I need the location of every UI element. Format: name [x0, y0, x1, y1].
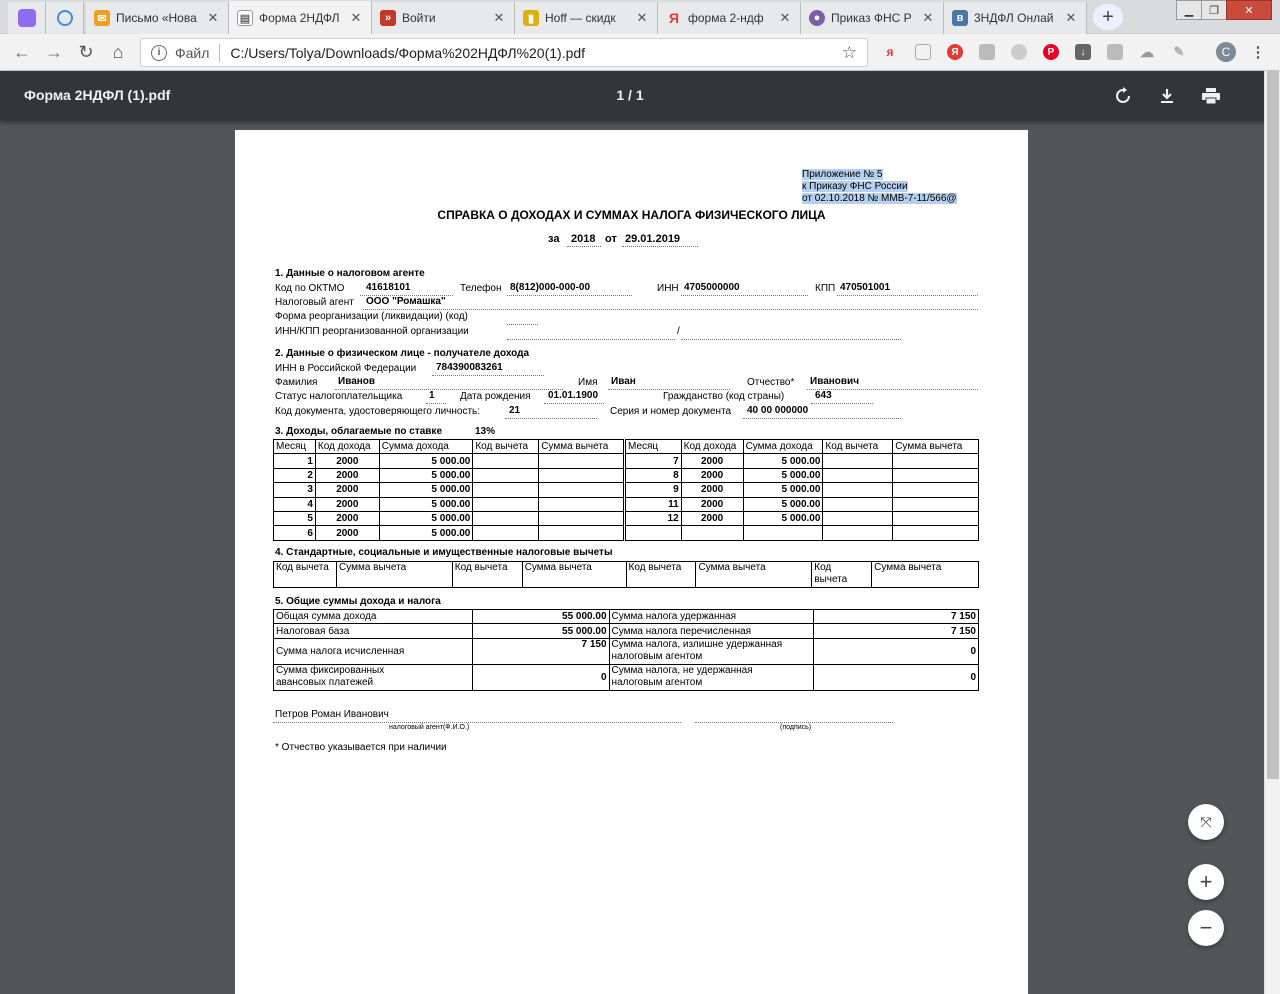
deduction-amount-cell	[539, 483, 624, 497]
month-cell: 8	[626, 468, 682, 482]
slash: /	[677, 326, 680, 337]
report-date: 29.01.2019	[625, 233, 681, 245]
header-income-amount: Сумма дохода	[743, 440, 823, 454]
deduction-code-cell	[823, 511, 893, 525]
dotted-line	[544, 403, 604, 404]
signature-caption: (подпись)	[780, 724, 812, 731]
deduction-amount-cell	[539, 468, 624, 482]
deduction-code-header: Код вычета	[274, 562, 337, 588]
deduction-code-cell	[473, 483, 539, 497]
tab-3ndfl[interactable]	[944, 2, 1087, 34]
income-code-cell: 2000	[315, 526, 379, 540]
appendix-line: Приложение № 5	[802, 169, 883, 180]
bag-icon[interactable]	[979, 44, 995, 60]
income-amount-cell	[743, 526, 823, 540]
table-row	[626, 468, 979, 482]
status-label: Статус налогоплательщика	[275, 391, 403, 402]
star-icon[interactable]: ☆	[841, 43, 857, 62]
tab-pdf-active[interactable]	[229, 1, 372, 35]
header-income-code: Код дохода	[315, 440, 379, 454]
kpp-value: 470501001	[840, 282, 891, 293]
za-label: за	[548, 233, 560, 245]
deduction-amount-cell	[539, 497, 624, 511]
arrow-left-icon: ←	[13, 41, 31, 62]
appendix-block	[802, 169, 957, 205]
not-withheld-label	[609, 664, 814, 690]
label-line: Сумма фиксированных	[276, 665, 385, 677]
signer-name: Петров Роман Иванович	[275, 709, 389, 720]
name-value: Иван	[611, 376, 636, 387]
pdf-page	[235, 130, 1028, 994]
tab-label: 3НДФЛ Онлай	[974, 11, 1054, 25]
transferred-label: Сумма налога перечисленная	[609, 624, 814, 638]
dotted-line	[507, 295, 632, 296]
agent-label: Налоговый агент	[275, 297, 354, 308]
month-cell: 4	[274, 497, 316, 511]
excess-value: 0	[814, 638, 979, 664]
yandex-extension-icon[interactable]: я	[886, 45, 894, 59]
birth-value: 01.01.1900	[548, 390, 599, 401]
table-row	[626, 526, 979, 540]
dotted-line	[695, 722, 893, 723]
citizenship-value: 643	[815, 390, 832, 401]
download-icon	[1158, 87, 1176, 105]
close-window-button[interactable]	[1226, 0, 1272, 20]
reload-button[interactable]	[74, 40, 98, 64]
calculated-label: Сумма налога исчисленная	[274, 638, 473, 664]
patronymic-value: Иванович	[810, 376, 860, 387]
patronymic-label: Отчество*	[747, 377, 795, 388]
income-amount-cell: 5 000.00	[379, 468, 473, 482]
deduction-amount-cell	[539, 454, 624, 468]
dotted-line	[608, 389, 730, 390]
dotted-line	[567, 246, 601, 247]
dotted-line	[507, 339, 675, 340]
dotted-line	[743, 418, 901, 419]
close-icon[interactable]: ✕	[1065, 10, 1077, 25]
citizenship-label: Гражданство (код страны)	[663, 391, 785, 402]
agent-value: ООО "Ромашка"	[366, 296, 446, 307]
extension-icon[interactable]	[1107, 44, 1123, 60]
rotate-button[interactable]	[1110, 83, 1136, 109]
income-amount-cell: 5 000.00	[379, 483, 473, 497]
deduction-amount-cell	[893, 454, 979, 468]
income-amount-cell: 5 000.00	[743, 497, 823, 511]
browser-toolbar	[0, 34, 1280, 71]
download-ext-icon[interactable]: ↓	[1075, 44, 1091, 60]
address-url[interactable]: C:/Users/Tolya/Downloads/Форма%202НДФЛ%20(1).pdf	[230, 44, 586, 61]
tab-strip	[0, 0, 1280, 34]
ot-label: от	[605, 233, 617, 245]
section-4-heading: 4. Стандартные, социальные и имущественные налоговые вычеты	[275, 547, 613, 558]
deduction-sum-header: Сумма вычета	[872, 562, 979, 588]
download-button[interactable]	[1154, 83, 1180, 109]
mail-icon: ✉	[94, 10, 110, 26]
income-amount-cell: 5 000.00	[379, 526, 473, 540]
income-amount-cell: 5 000.00	[743, 454, 823, 468]
income-code-cell: 2000	[315, 454, 379, 468]
deduction-code-cell	[823, 483, 893, 497]
month-cell: 12	[626, 511, 682, 525]
pdf-title: Форма 2НДФЛ (1).pdf	[24, 87, 171, 103]
surname-value: Иванов	[338, 376, 376, 387]
plus-icon: +	[1102, 5, 1114, 28]
rotate-icon	[1114, 87, 1132, 105]
month-cell: 11	[626, 497, 682, 511]
tab-label: Hoff — скидк	[545, 11, 616, 25]
footnote: * Отчество указывается при наличии	[275, 742, 447, 753]
fit-page-button[interactable]	[1188, 804, 1224, 840]
month-cell: 1	[274, 454, 316, 468]
close-icon[interactable]: ✕	[922, 10, 934, 25]
pinned-tab-search[interactable]	[46, 2, 84, 34]
deduction-code-cell	[473, 454, 539, 468]
deduction-code-cell	[473, 511, 539, 525]
tax-base-label: Налоговая база	[274, 624, 473, 638]
tab-prikaz[interactable]	[801, 2, 944, 34]
oktmo-value: 41618101	[366, 282, 411, 293]
income-amount-cell: 5 000.00	[743, 483, 823, 497]
close-icon[interactable]: ✕	[207, 10, 219, 25]
doc-number-value: 40 00 000000	[747, 405, 809, 416]
deduction-code-cell	[823, 497, 893, 511]
label-line: Сумма налога, излишне удержанная	[611, 639, 783, 651]
signer-caption: налоговый агент(Ф.И.О.)	[389, 724, 470, 731]
month-cell	[626, 526, 682, 540]
income-code-cell: 2000	[315, 483, 379, 497]
total-income-label: Общая сумма дохода	[274, 610, 473, 624]
deduction-code-header: Код вычета	[452, 562, 522, 588]
label-line: налоговым агентом	[611, 651, 703, 663]
home-button[interactable]	[106, 40, 130, 64]
oktmo-label: Код по ОКТМО	[275, 283, 345, 294]
kpp-label: КПП	[815, 283, 836, 294]
inn-value: 4705000000	[684, 282, 740, 293]
workspace-icon	[18, 9, 36, 27]
table-row	[274, 497, 624, 511]
inn-label: ИНН	[657, 283, 679, 294]
maximize-button[interactable]	[1201, 0, 1227, 20]
table-row	[274, 454, 624, 468]
surname-label: Фамилия	[275, 377, 318, 388]
header-income-amount: Сумма дохода	[379, 440, 473, 454]
dotted-line	[363, 309, 978, 310]
close-icon[interactable]: ✕	[636, 10, 648, 25]
withheld-value: 7 150	[814, 610, 979, 624]
new-tab-button[interactable]	[1093, 4, 1123, 30]
pinned-tab-workspace[interactable]	[8, 2, 46, 34]
name-label: Имя	[578, 377, 598, 388]
label-line: Сумма налога, не удержанная	[611, 665, 753, 677]
tab-mail[interactable]	[86, 2, 229, 34]
income-code-cell: 2000	[681, 454, 743, 468]
income-code-cell: 2000	[681, 468, 743, 482]
income-amount-cell: 5 000.00	[743, 468, 823, 482]
tab-label: Письмо «Нова	[116, 11, 197, 25]
fixed-payments-value: 0	[472, 664, 609, 690]
not-withheld-value: 0	[814, 664, 979, 690]
deduction-code-cell	[823, 454, 893, 468]
vk-icon: в	[952, 10, 968, 26]
table-row	[274, 468, 624, 482]
header-deduction-amount: Сумма вычета	[539, 440, 624, 454]
deduction-sum-header: Сумма вычета	[696, 562, 812, 588]
page-indicator: 1 / 1	[616, 87, 644, 103]
doc-code-label: Код документа, удостоверяющего личность:	[275, 406, 481, 417]
address-scheme: Файл	[175, 44, 210, 61]
income-table-left	[273, 439, 624, 541]
minimize-button[interactable]	[1176, 0, 1202, 20]
deduction-code-cell	[473, 497, 539, 511]
zoom-in-button[interactable]	[1188, 864, 1224, 900]
withheld-label: Сумма налога удержанная	[609, 610, 814, 624]
site-avatar-icon: ●	[809, 10, 825, 26]
dotted-line	[426, 403, 446, 404]
month-cell: 9	[626, 483, 682, 497]
table-row	[626, 483, 979, 497]
document-icon: ▤	[237, 10, 253, 26]
pinterest-icon[interactable]: P	[1043, 44, 1059, 60]
close-icon[interactable]: ✕	[779, 10, 791, 25]
address-bar[interactable]	[140, 38, 868, 67]
tab-label: Приказ ФНС Р	[831, 11, 912, 25]
table-row	[274, 511, 624, 525]
dotted-line	[507, 324, 538, 325]
section-3-heading: 3. Доходы, облагаемые по ставке	[275, 426, 443, 437]
fit-page-icon: ⤧	[1200, 813, 1212, 830]
income-amount-cell: 5 000.00	[379, 511, 473, 525]
table-row	[626, 497, 979, 511]
header-line: вычета	[814, 574, 848, 585]
menu-icon[interactable]: ⋮	[1250, 44, 1266, 61]
section-2-heading: 2. Данные о физическом лице - получателе дохода	[275, 348, 530, 359]
month-cell: 5	[274, 511, 316, 525]
income-code-cell: 2000	[315, 468, 379, 482]
report-year: 2018	[571, 233, 596, 245]
table-row	[274, 526, 624, 540]
table-row	[626, 511, 979, 525]
search-app-icon	[57, 10, 73, 26]
header-deduction-code: Код вычета	[823, 440, 893, 454]
fixed-payments-label	[274, 664, 473, 690]
deduction-amount-cell	[539, 511, 624, 525]
dotted-line	[432, 375, 544, 376]
deduction-amount-cell	[893, 497, 979, 511]
tax-rate: 13%	[475, 426, 496, 437]
dotted-line	[811, 403, 873, 404]
header-deduction-code: Код вычета	[473, 440, 539, 454]
total-income-value: 55 000.00	[472, 610, 609, 624]
minus-icon: −	[1199, 915, 1213, 940]
tab-yandex-search[interactable]	[658, 2, 801, 34]
dotted-line	[505, 418, 597, 419]
income-code-cell: 2000	[315, 497, 379, 511]
extension-icon[interactable]	[915, 44, 931, 60]
table-row	[274, 483, 624, 497]
vertical-scrollbar[interactable]	[1264, 71, 1280, 994]
scrollbar-thumb[interactable]	[1267, 71, 1279, 779]
section-5-heading: 5. Общие суммы дохода и налога	[275, 596, 441, 607]
income-amount-cell: 5 000.00	[379, 497, 473, 511]
dotted-line	[681, 295, 808, 296]
arrow-right-icon: →	[45, 41, 63, 62]
print-button[interactable]	[1198, 83, 1224, 109]
header-month: Месяц	[274, 440, 316, 454]
pdf-toolbar	[0, 71, 1280, 121]
deduction-code-cell	[473, 526, 539, 540]
home-icon: ⌂	[112, 41, 124, 62]
income-code-cell: 2000	[681, 483, 743, 497]
dotted-line	[681, 339, 901, 340]
deduction-amount-cell	[893, 483, 979, 497]
totals-table	[273, 609, 979, 691]
phone-label: Телефон	[460, 283, 502, 294]
income-code-cell: 2000	[315, 511, 379, 525]
calculated-value: 7 150	[472, 638, 609, 664]
lock-icon: ▮	[523, 10, 539, 26]
header-income-code: Код дохода	[681, 440, 743, 454]
yandex-icon: Я	[668, 10, 680, 26]
deductions-table	[273, 561, 979, 588]
reorg-inn-label: ИНН/КПП реорганизованной организации	[275, 326, 469, 337]
reorg-label: Форма реорганизации (ликвидации) (код)	[275, 311, 468, 322]
close-icon: ✕	[1244, 4, 1254, 17]
appendix-line: к Приказу ФНС России	[802, 181, 908, 192]
income-amount-cell: 5 000.00	[743, 511, 823, 525]
doc-code-value: 21	[509, 405, 521, 416]
tab-label: Войти	[402, 11, 436, 25]
print-icon	[1201, 87, 1221, 105]
dotted-line	[335, 389, 563, 390]
extension-icon[interactable]	[1011, 44, 1027, 60]
month-cell: 6	[274, 526, 316, 540]
birth-label: Дата рождения	[460, 391, 531, 402]
section-1-heading: 1. Данные о налоговом агенте	[275, 268, 425, 279]
appendix-line: от 02.10.2018 № ММВ-7-11/566@	[802, 193, 957, 204]
deduction-code-header: Код вычета	[626, 562, 696, 588]
deduction-amount-cell	[893, 511, 979, 525]
tab-label: форма 2-ндф	[688, 11, 764, 25]
dotted-line	[807, 389, 978, 390]
income-code-cell: 2000	[681, 511, 743, 525]
deduction-sum-header: Сумма вычета	[522, 562, 626, 588]
transferred-value: 7 150	[814, 624, 979, 638]
profile-avatar[interactable]: C	[1216, 42, 1236, 62]
restore-icon: ❐	[1209, 4, 1219, 17]
dotted-line	[837, 295, 978, 296]
label-line: налоговым агентом	[611, 677, 703, 689]
income-code-cell	[681, 526, 743, 540]
label-line: авансовых платежей	[276, 677, 374, 689]
person-inn-value: 784390083261	[436, 362, 503, 373]
zoom-out-button[interactable]	[1188, 910, 1224, 946]
dotted-line	[273, 722, 681, 723]
header-month: Месяц	[626, 440, 682, 454]
doc-title: СПРАВКА О ДОХОДАХ И СУММАХ НАЛОГА ФИЗИЧЕСКОГО ЛИЦА	[437, 208, 826, 222]
close-icon[interactable]: ✕	[350, 10, 362, 25]
month-cell: 2	[274, 468, 316, 482]
person-inn-label: ИНН в Российской Федерации	[275, 363, 417, 374]
doc-number-label: Серия и номер документа	[610, 406, 732, 417]
close-icon[interactable]: ✕	[493, 10, 505, 25]
deduction-code-cell	[823, 526, 893, 540]
phone-value: 8(812)000-000-00	[510, 282, 591, 293]
address-separator	[219, 44, 220, 62]
status-value: 1	[429, 390, 435, 401]
deduction-amount-cell	[893, 526, 979, 540]
header-deduction-amount: Сумма вычета	[893, 440, 979, 454]
income-amount-cell: 5 000.00	[379, 454, 473, 468]
dotted-line	[622, 246, 698, 247]
deduction-code-cell	[823, 468, 893, 482]
reload-icon: ↻	[78, 41, 94, 62]
login-site-icon: »	[380, 10, 396, 26]
pen-icon[interactable]: ✎	[1173, 44, 1185, 59]
deduction-amount-cell	[893, 468, 979, 482]
excess-label	[609, 638, 814, 664]
cloud-icon[interactable]: ☁	[1140, 43, 1154, 60]
forward-button[interactable]	[42, 40, 66, 64]
yandex-red-icon[interactable]: Я	[947, 44, 963, 60]
minimize-icon: ▁	[1184, 4, 1194, 17]
month-cell: 3	[274, 483, 316, 497]
income-table-right	[625, 439, 979, 541]
table-row	[626, 454, 979, 468]
deduction-code-header	[812, 562, 872, 588]
tax-base-value: 55 000.00	[472, 624, 609, 638]
tab-login[interactable]	[372, 2, 515, 34]
income-code-cell: 2000	[681, 497, 743, 511]
back-button[interactable]	[10, 40, 34, 64]
plus-icon: +	[1199, 869, 1213, 894]
deduction-sum-header: Сумма вычета	[336, 562, 452, 588]
deduction-amount-cell	[539, 526, 624, 540]
tab-hoff[interactable]	[515, 2, 658, 34]
deduction-code-cell	[473, 468, 539, 482]
tab-label: Форма 2НДФЛ	[259, 11, 340, 25]
info-icon[interactable]: i	[151, 45, 167, 61]
header-line: Код	[814, 562, 832, 573]
month-cell: 7	[626, 454, 682, 468]
